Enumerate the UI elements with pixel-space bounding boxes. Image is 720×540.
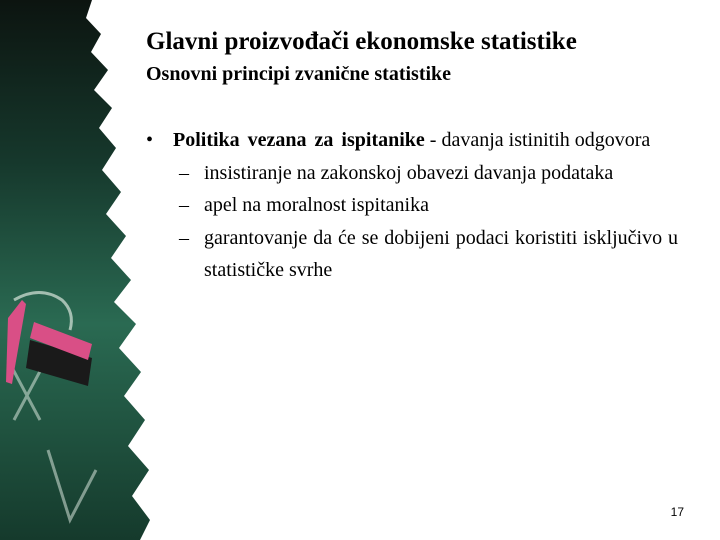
sub-item-mark: –: [179, 161, 189, 184]
sub-item-text: apel na moralnost ispitanika: [204, 194, 429, 216]
bullet-lead: Politika vezana za ispitanike: [173, 129, 425, 151]
sub-item: [146, 222, 678, 287]
bullet-item: [146, 124, 678, 157]
chalkboard-image: [0, 0, 150, 540]
sub-item: [146, 189, 678, 222]
sub-item-text: insistiranje na zakonskoj obavezi davanja podataka: [204, 161, 614, 184]
page-number: 17: [670, 505, 684, 519]
sub-item-mark: –: [179, 226, 189, 249]
slide-title: Glavni proizvođači ekonomske statistike: [146, 28, 577, 55]
bullet-mark: •: [146, 129, 154, 151]
bullet-text: - davanja istinitih odgovora: [424, 129, 651, 151]
chalkboard-decoration: [0, 0, 150, 540]
slide-subtitle: Osnovni principi zvanične statistike: [146, 63, 452, 85]
sub-item-mark: –: [179, 194, 189, 216]
slide-body: [146, 124, 678, 287]
sub-item: [146, 157, 678, 190]
sub-item-text: garantovanje da će se dobijeni podaci koristiti isključivo u statističke svrhe: [204, 226, 678, 281]
